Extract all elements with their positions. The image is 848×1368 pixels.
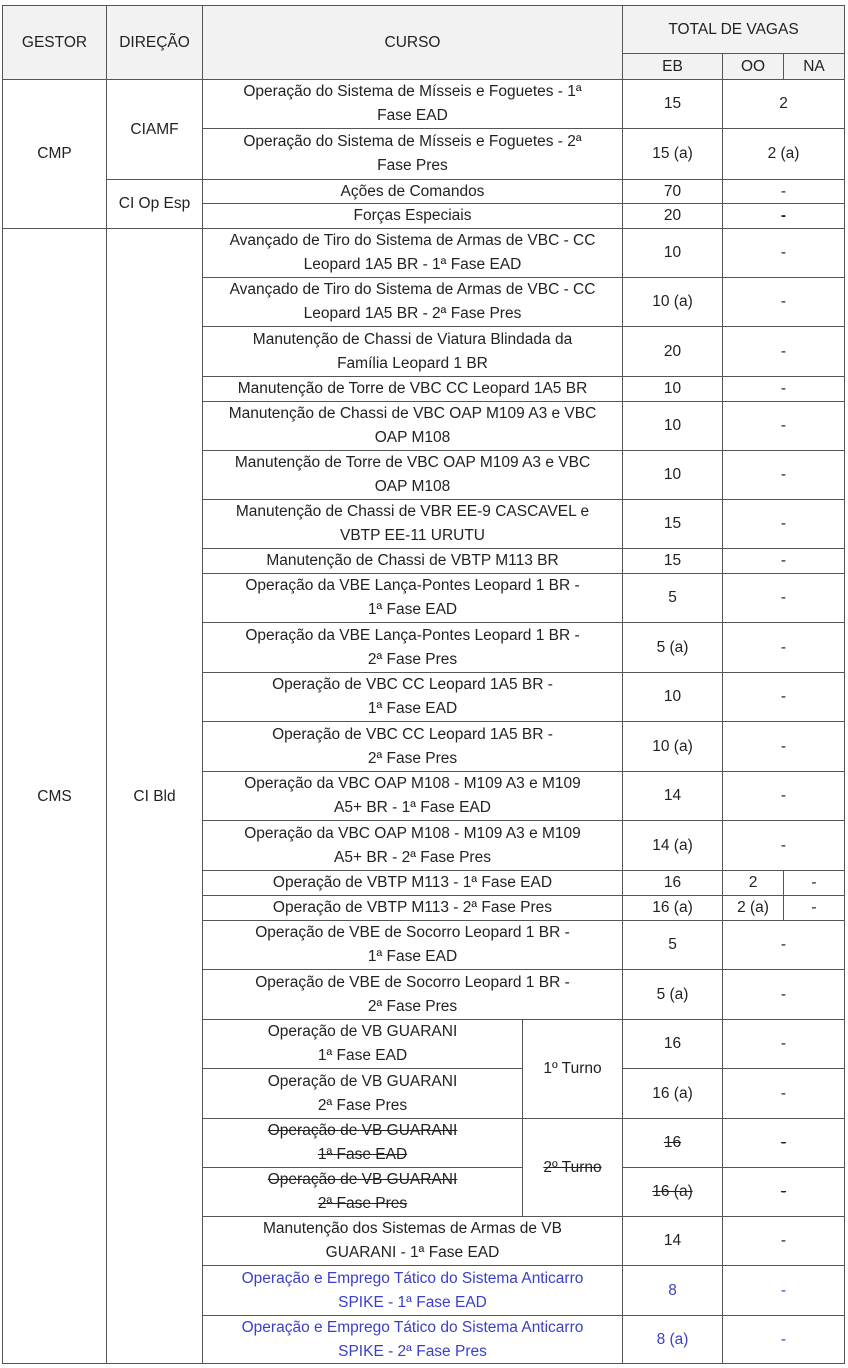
oo-na-cell: - [722,920,844,969]
curso-cell: Operação da VBC OAP M108 - M109 A3 e M109 A5+ BR - 2ª Fase Pres [202,820,622,870]
curso-cell: Operação de VBTP M113 - 1ª Fase EAD [202,870,622,895]
oo-cell: 2 (a) [722,895,783,920]
eb-cell: 20 [622,203,722,228]
curso-cell: Operação da VBE Lança-Pontes Leopard 1 BR - 2ª Fase Pres [202,622,622,672]
eb-cell: 8 [622,1265,722,1315]
eb-cell: 16 (a) [622,1167,722,1216]
oo-na-cell: - [722,203,844,228]
direcao-ci-bld: CI Bld [106,228,202,1364]
eb-cell: 10 [622,228,722,277]
curso-cell: Operação e Emprego Tático do Sistema Anticarro SPIKE - 2ª Fase Pres [202,1315,622,1364]
header-curso: CURSO [202,5,622,79]
curso-cell: Forças Especiais [202,203,622,228]
curso-cell: Operação de VBTP M113 - 2ª Fase Pres [202,895,622,920]
turno-1-cell: 1º Turno [522,1019,622,1118]
header-eb: EB [622,53,722,79]
curso-cell: Operação de VB GUARANI 2ª Fase Pres [202,1068,522,1118]
oo-na-cell: - [722,326,844,376]
eb-cell: 5 (a) [622,969,722,1019]
eb-cell: 15 (a) [622,128,722,179]
oo-na-cell: 2 [722,79,844,128]
header-total-vagas: TOTAL DE VAGAS [622,5,844,53]
gestor-cms: CMS [2,228,106,1364]
curso-cell: Operação da VBC OAP M108 - M109 A3 e M109 A5+ BR - 1ª Fase EAD [202,771,622,820]
curso-cell: Manutenção de Chassi de VBC OAP M109 A3 e VBC OAP M108 [202,401,622,450]
eb-cell: 10 [622,401,722,450]
eb-cell: 16 (a) [622,1068,722,1118]
table-right-border [844,5,845,1364]
oo-na-cell: - [722,376,844,401]
header-na: NA [783,53,844,79]
table-bottom-border [2,1363,845,1364]
eb-cell: 15 [622,499,722,548]
oo-na-cell: - [722,1019,844,1068]
curso-cell: Operação da VBE Lança-Pontes Leopard 1 BR - 1ª Fase EAD [202,573,622,622]
curso-cell: Manutenção de Torre de VBC CC Leopard 1A5 BR [202,376,622,401]
eb-cell: 16 [622,870,722,895]
eb-cell: 14 [622,1216,722,1265]
na-cell: - [783,870,844,895]
oo-na-cell: - [722,179,844,203]
oo-na-cell: 2 (a) [722,128,844,179]
header-direcao: DIREÇÃO [106,5,202,79]
curso-cell: Operação de VBE de Socorro Leopard 1 BR - 1ª Fase EAD [202,920,622,969]
eb-cell: 16 [622,1019,722,1068]
curso-cell: Operação de VBE de Socorro Leopard 1 BR - 2ª Fase Pres [202,969,622,1019]
oo-na-cell: - [722,1315,844,1364]
oo-na-cell: - [722,1068,844,1118]
oo-na-cell: - [722,771,844,820]
eb-cell: 10 [622,450,722,499]
direcao-ci-op-esp: CI Op Esp [106,179,202,228]
curso-cell: Operação do Sistema de Mísseis e Foguetes - 2ª Fase Pres [202,128,622,179]
curso-cell: Manutenção dos Sistemas de Armas de VB GUARANI - 1ª Fase EAD [202,1216,622,1265]
curso-cell: Ações de Comandos [202,179,622,203]
curso-cell: Manutenção de Chassi de Viatura Blindada da Família Leopard 1 BR [202,326,622,376]
curso-cell: Avançado de Tiro do Sistema de Armas de VBC - CC Leopard 1A5 BR - 2ª Fase Pres [202,277,622,326]
oo-na-cell: - [722,1118,844,1167]
eb-cell: 16 [622,1118,722,1167]
eb-cell: 10 (a) [622,277,722,326]
eb-cell: 5 [622,920,722,969]
oo-na-cell: - [722,1265,844,1315]
eb-cell: 10 (a) [622,721,722,771]
eb-cell: 14 (a) [622,820,722,870]
oo-cell: 2 [722,870,783,895]
header-gestor: GESTOR [2,5,106,79]
oo-na-cell: - [722,548,844,573]
eb-cell: 5 [622,573,722,622]
curso-cell: Operação e Emprego Tático do Sistema Anticarro SPIKE - 1ª Fase EAD [202,1265,622,1315]
curso-cell: Avançado de Tiro do Sistema de Armas de VBC - CC Leopard 1A5 BR - 1ª Fase EAD [202,228,622,277]
oo-na-cell: - [722,969,844,1019]
eb-cell: 10 [622,672,722,721]
oo-na-cell: - [722,622,844,672]
turno-2-cell: 2º Turno [522,1118,622,1216]
oo-na-cell: - [722,228,844,277]
oo-na-cell: - [722,672,844,721]
oo-na-cell: - [722,820,844,870]
curso-cell: Operação de VBC CC Leopard 1A5 BR - 2ª Fase Pres [202,721,622,771]
eb-cell: 16 (a) [622,895,722,920]
oo-na-cell: - [722,499,844,548]
oo-na-cell: - [722,1216,844,1265]
eb-cell: 8 (a) [622,1315,722,1364]
eb-cell: 14 [622,771,722,820]
na-cell: - [783,895,844,920]
eb-cell: 20 [622,326,722,376]
oo-na-cell: - [722,401,844,450]
curso-cell: Operação de VB GUARANI 2ª Fase Pres [202,1167,522,1216]
oo-na-cell: - [722,450,844,499]
curso-cell: Operação de VB GUARANI 1ª Fase EAD [202,1019,522,1068]
oo-na-cell: - [722,573,844,622]
eb-cell: 10 [622,376,722,401]
oo-na-cell: - [722,277,844,326]
direcao-ciamf: CIAMF [106,79,202,179]
curso-cell: Manutenção de Chassi de VBR EE-9 CASCAVEL e VBTP EE-11 URUTU [202,499,622,548]
eb-cell: 15 [622,79,722,128]
curso-cell: Operação de VB GUARANI 1ª Fase EAD [202,1118,522,1167]
header-oo: OO [722,53,783,79]
eb-cell: 70 [622,179,722,203]
oo-na-cell: - [722,1167,844,1216]
oo-na-cell: - [722,721,844,771]
eb-cell: 5 (a) [622,622,722,672]
curso-cell: Operação do Sistema de Mísseis e Foguetes - 1ª Fase EAD [202,79,622,128]
curso-cell: Manutenção de Torre de VBC OAP M109 A3 e VBC OAP M108 [202,450,622,499]
gestor-cmp: CMP [2,79,106,228]
curso-cell: Operação de VBC CC Leopard 1A5 BR - 1ª Fase EAD [202,672,622,721]
eb-cell: 15 [622,548,722,573]
curso-cell: Manutenção de Chassi de VBTP M113 BR [202,548,622,573]
